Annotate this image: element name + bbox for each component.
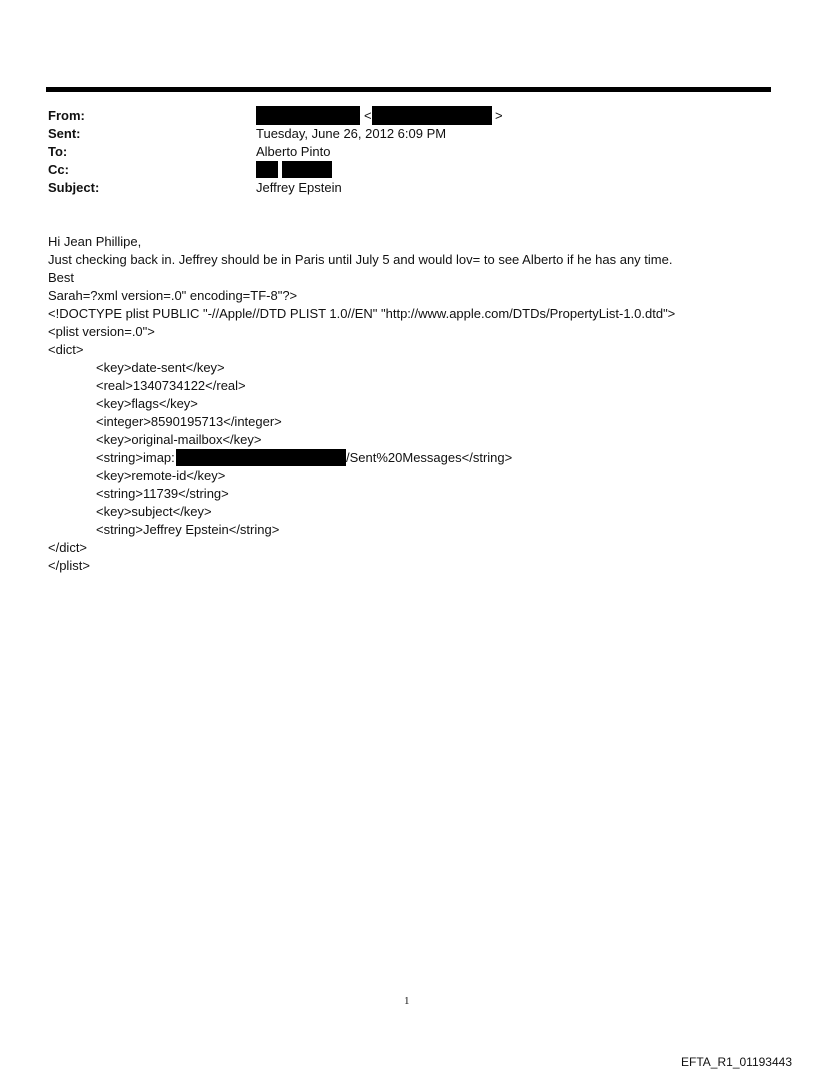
plist-line: </plist> — [48, 558, 90, 573]
plist-line: <real>1340734122</real> — [96, 378, 246, 393]
plist-line: <key>original-mailbox</key> — [96, 432, 262, 447]
body-line: <!DOCTYPE plist PUBLIC "-//Apple//DTD PLIST 1.0//EN" "http://www.apple.com/DTDs/PropertyList-1.0.dtd"> — [48, 306, 676, 321]
to-value: Alberto Pinto — [256, 144, 331, 159]
plist-line: </dict> — [48, 540, 88, 555]
header-divider — [46, 87, 771, 92]
redaction-box — [176, 449, 346, 466]
document-id: EFTA_R1_01193443 — [681, 1055, 792, 1069]
body-line: Sarah=?xml version=.0" encoding=TF-8"?> — [48, 288, 298, 303]
body-line: Just checking back in. Jeffrey should be in Paris until July 5 and would lov= to see Alberto if he has any time. — [48, 252, 673, 267]
from-lt: < — [364, 108, 372, 123]
plist-line: <string>imap: — [96, 450, 175, 465]
plist-line: <integer>8590195713</integer> — [96, 414, 282, 429]
plist-line: /Sent%20Messages</string> — [346, 450, 513, 465]
cc-label: Cc: — [48, 162, 69, 177]
greeting: Hi Jean Phillipe, — [48, 234, 142, 249]
to-label: To: — [48, 144, 68, 159]
redaction-box — [256, 106, 360, 125]
from-label: From: — [48, 108, 85, 123]
plist-line: <key>remote-id</key> — [96, 468, 226, 483]
redaction-box — [282, 161, 332, 178]
body-line: <plist version=.0"> — [48, 324, 155, 339]
page-number: 1 — [404, 995, 410, 1007]
subject-value: Jeffrey Epstein — [256, 180, 342, 195]
plist-line: <key>date-sent</key> — [96, 360, 225, 375]
from-gt: > — [495, 108, 503, 123]
redaction-box — [256, 161, 278, 178]
plist-line: <key>subject</key> — [96, 504, 212, 519]
sent-value: Tuesday, June 26, 2012 6:09 PM — [256, 126, 447, 141]
subject-label: Subject: — [48, 180, 100, 195]
plist-line: <string>Jeffrey Epstein</string> — [96, 522, 280, 537]
plist-line: <key>flags</key> — [96, 396, 198, 411]
redaction-box — [372, 106, 492, 125]
plist-line: <string>11739</string> — [96, 486, 229, 501]
body-line: Best — [48, 270, 75, 285]
body-line: <dict> — [48, 342, 84, 357]
sent-label: Sent: — [48, 126, 81, 141]
